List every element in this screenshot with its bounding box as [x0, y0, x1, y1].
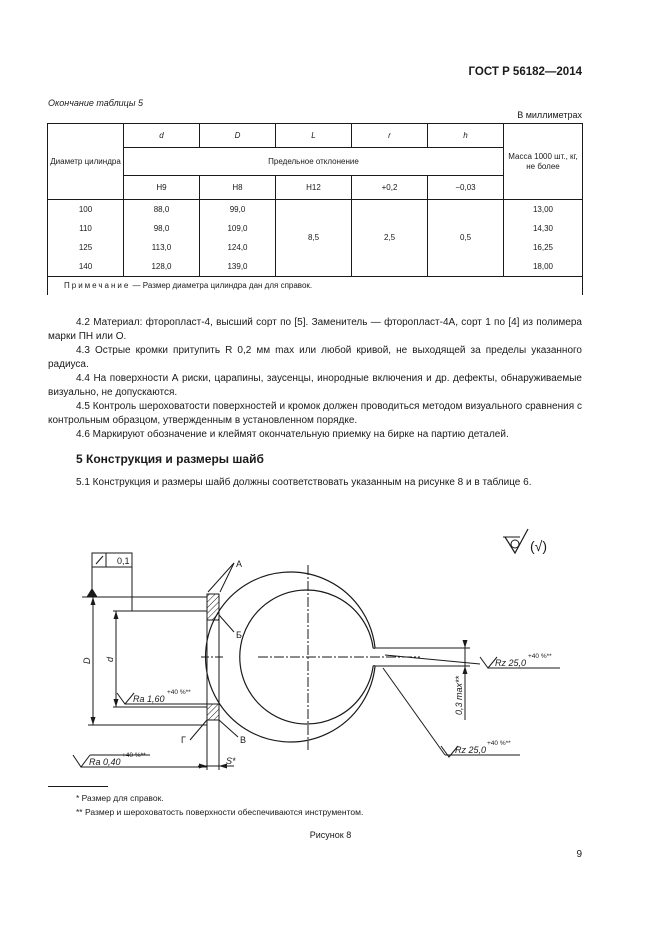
ra-outer-tol: +40 %**: [122, 752, 146, 759]
note-text: — Размер диаметра цилиндра дан для справок.: [130, 281, 313, 290]
washer-front-view: [206, 565, 420, 750]
para-5-1: 5.1 Конструкция и размеры шайб должны соответствовать указанным на рисунке 8 и в таблице 6.: [76, 477, 532, 488]
para-4-3: 4.3 Острые кромки притупить R 0,2 мм max или любой кривой, не выходящей за пределы указанного радиуса.: [48, 345, 582, 370]
cell-mass: 16,25: [504, 238, 583, 257]
cell-diam: 125: [48, 238, 124, 257]
rz-top-tol: +40 %**: [528, 653, 552, 660]
para-4-6: 4.6 Маркируют обозначение и клеймят окончательную приемку на бирке на партию деталей.: [76, 429, 509, 440]
table-row: [48, 200, 583, 220]
table-units: В миллиметрах: [517, 110, 582, 120]
header-deviation: Предельное отклонение: [124, 148, 504, 176]
ra-inner-tol: +40 %**: [167, 689, 191, 696]
para-4-2: 4.2 Материал: фторопласт-4, высший сорт по [5]. Заменитель — фторопласт-4А, сорт 1 по [4] из полимера марки ПН или О.: [48, 317, 582, 342]
cell-r: 2,5: [352, 200, 428, 277]
cell-D: 124,0: [200, 238, 276, 257]
rz-bottom: Rz 25,0: [455, 745, 487, 755]
cell-D: 139,0: [200, 257, 276, 277]
paragraphs: [48, 316, 582, 442]
footnote-2: ** Размер и шероховатость поверхности обеспечиваются инструментом.: [76, 807, 364, 817]
tol-h: −0,03: [428, 176, 504, 200]
cell-h: 0,5: [428, 200, 504, 277]
cell-d: 88,0: [124, 200, 200, 220]
cell-diam: 140: [48, 257, 124, 277]
table-note: [48, 277, 583, 296]
cell-mass: 14,30: [504, 219, 583, 238]
footnote-1: * Размер для справок.: [76, 793, 164, 803]
cell-D: 109,0: [200, 219, 276, 238]
cell-D: 99,0: [200, 200, 276, 220]
tol-d: Н9: [124, 176, 200, 200]
dim-S: S*: [226, 756, 236, 766]
rz-top: Rz 25,0: [495, 658, 527, 668]
cell-diam: 100: [48, 200, 124, 220]
header-mass: Масса 1000 шт., кг, не более: [504, 124, 583, 200]
para-4-5: 4.5 Контроль шероховатости поверхностей и кромок должен проводиться методом визуального сравнения с контрольным образцом, утвержденным в установленном порядке.: [48, 401, 582, 426]
cell-d: 128,0: [124, 257, 200, 277]
general-mark: (√): [530, 538, 548, 554]
label-V: В: [240, 735, 247, 745]
header-diameter: Диаметр цилиндра: [48, 124, 124, 200]
datum-triangle-icon: [87, 589, 97, 597]
header-D: D: [200, 124, 276, 148]
footnote-separator: [48, 786, 108, 787]
label-A: А: [236, 559, 243, 569]
cell-mass: 18,00: [504, 257, 583, 277]
cell-L: 8,5: [276, 200, 352, 277]
figure-8-drawing: [0, 500, 661, 785]
page-number: 9: [576, 849, 582, 860]
dim-D: D: [82, 657, 92, 664]
label-G: Г: [181, 735, 186, 745]
tol-D: Н8: [200, 176, 276, 200]
tol-L: Н12: [276, 176, 352, 200]
header-r: r: [352, 124, 428, 148]
cell-d: 98,0: [124, 219, 200, 238]
header-h: h: [428, 124, 504, 148]
washer-side-view: [201, 594, 225, 720]
ra-inner: Ra 1,60: [133, 694, 165, 704]
roughness-general-icon: [503, 529, 528, 553]
gap-dim: 0,3 max**: [454, 675, 464, 715]
cell-mass: 13,00: [504, 200, 583, 220]
cell-diam: 110: [48, 219, 124, 238]
figure-caption: Рисунок 8: [309, 830, 352, 840]
dim-d: d: [105, 656, 115, 662]
cell-d: 113,0: [124, 238, 200, 257]
ra-outer: Ra 0,40: [89, 757, 121, 767]
label-B: Б: [236, 630, 242, 640]
header-d: d: [124, 124, 200, 148]
header-L: L: [276, 124, 352, 148]
document-code: ГОСТ Р 56182—2014: [468, 66, 582, 78]
table-caption: Окончание таблицы 5: [48, 98, 143, 108]
para-4-4: 4.4 На поверхности А риски, царапины, заусенцы, инородные включения и др. дефекты, обнаруживаемые визуально, не допускаются.: [48, 373, 582, 398]
tol-r: +0,2: [352, 176, 428, 200]
flatness-value: 0,1: [117, 556, 130, 566]
note-label: Примечание: [64, 281, 131, 290]
rz-bottom-tol: +40 %**: [487, 740, 511, 747]
section-title: 5 Конструкция и размеры шайб: [76, 452, 264, 466]
dimensions-table: [47, 123, 583, 295]
